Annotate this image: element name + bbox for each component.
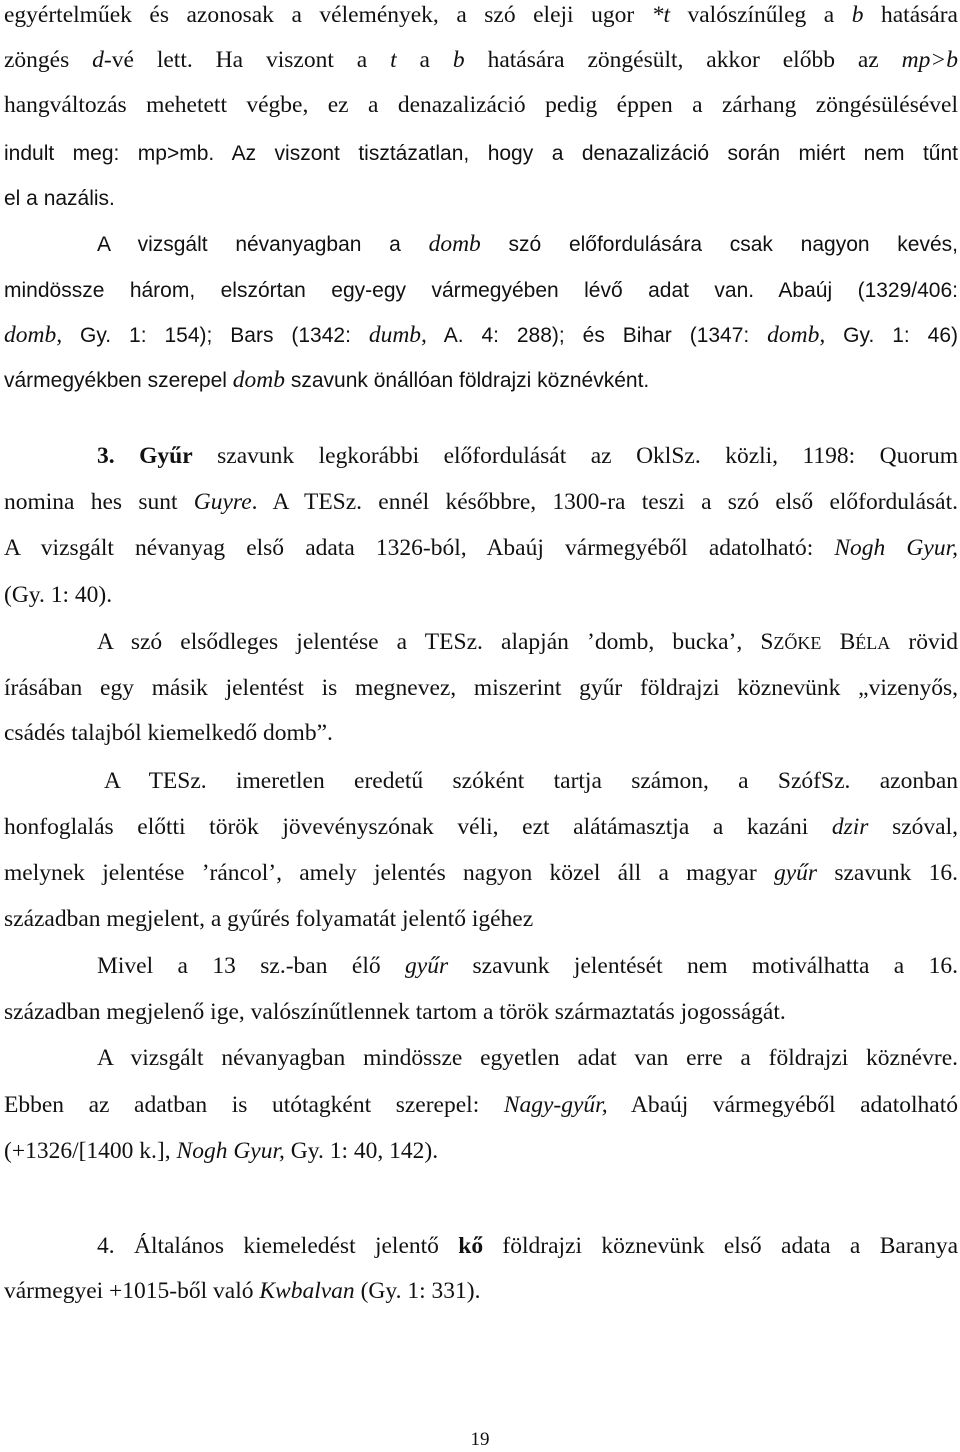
text-line: században megjelent, a gyűrés folyamatát jelentő igéhez [4,906,534,932]
text-line: Ebben az adatban is utótagként szerepel: Nagy-gyűr, Abaúj vármegyéből adatolható [4,1092,958,1118]
text-line: melynek jelentése ’ráncol’, amely jelentés nagyon közel áll a magyar gyűr szavunk 16. [4,860,958,886]
text-line: (+1326/[1400 k.], Nogh Gyur, Gy. 1: 40, 142). [4,1138,439,1164]
text-line: Mivel a 13 sz.-ban élő gyűr szavunk jelentését nem motiválhatta a 16. [97,953,958,979]
text-line: A szó elsődleges jelentése a TESz. alapján ’domb, bucka’, SZŐKE BÉLA rövid [97,629,958,655]
text-line: honfoglalás előtti török jövevényszónak véli, ezt alátámasztja a kazáni dzir szóval, [4,814,958,840]
text-line: nomina hes sunt Guyre. A TESz. ennél későbbre, 1300-ra teszi a szó első előfordulását. [4,489,958,515]
section-heading-line: 4. Általános kiemeledést jelentő kő földrajzi köznevünk első adata a Baranya [97,1233,958,1259]
text-line: században megjelenő ige, valószínűtlennek tartom a török származtatás jogosságát. [4,999,786,1025]
text-line: mindössze három, elszórtan egy-egy vármegyében lévő adat van. Abaúj (1329/406: [4,279,958,302]
text-line: A vizsgált névanyagban a domb szó előfordulására csak nagyon kevés, [97,231,958,257]
text-line: zöngés d-vé lett. Ha viszont a t a b hatására zöngésült, akkor előbb az mp>b [4,47,958,73]
text-line: el a nazális. [4,187,115,210]
text-line: (Gy. 1: 40). [4,582,113,608]
text-line: egyértelműek és azonosak a vélemények, a szó eleji ugor *t valószínűleg a b hatására [4,2,958,28]
text-line: domb, Gy. 1: 154); Bars (1342: dumb, A. 4: 288); és Bihar (1347: domb, Gy. 1: 46) [4,322,958,348]
text-line: A vizsgált névanyag első adata 1326-ból, Abaúj vármegyéből adatolható: Nogh Gyur, [4,535,958,561]
keyword: kő [458,1233,484,1259]
text-line: vármegyei +1015-ből való Kwbalvan (Gy. 1: 331). [4,1278,481,1304]
text-line: vármegyékben szerepel domb szavunk önállóan földrajzi köznévként. [4,367,650,393]
text-line: írásában egy másik jelentést is megnevez, miszerint gyűr földrajzi köznevünk „vizenyős, [4,675,958,701]
keyword: Gyűr [139,443,193,469]
text-line: hangváltozás mehetett végbe, ez a denazalizáció pedig éppen a zárhang zöngésülésével [4,92,958,118]
text-line: indult meg: mp>mb. Az viszont tisztázatlan, hogy a denazalizáció során miért nem tűnt [4,142,958,165]
page-number: 19 [470,1429,490,1450]
text-line: A vizsgált névanyagban mindössze egyetlen adat van erre a földrajzi köznévre. [97,1045,958,1071]
text-line: csádés talajból kiemelkedő domb”. [4,720,333,746]
text-line: A TESz. imeretlen eredetű szóként tartja számon, a SzófSz. azonban [104,768,958,794]
section-heading-line: 3. Gyűr szavunk legkorábbi előfordulását az OklSz. közli, 1198: Quorum [97,443,958,469]
